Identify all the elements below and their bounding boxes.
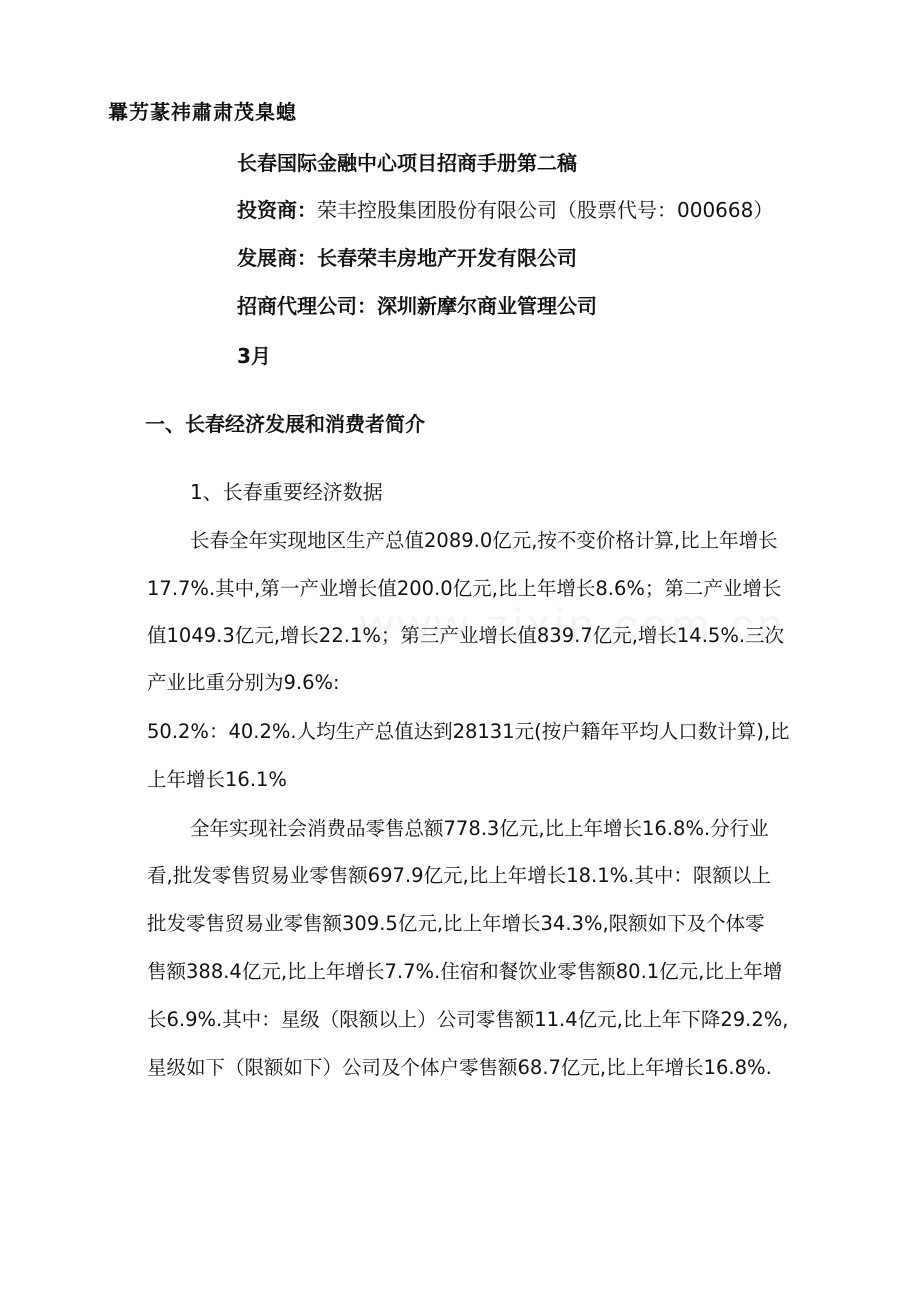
paragraph-line: 值1049.3亿元,增长22.1%；第三产业增长值839.7亿元,增长14.5%.三次 [147, 624, 785, 647]
paragraph-line: 17.7%.其中,第一产业增长值200.0亿元,比上年增长8.6%；第二产业增长 [147, 577, 782, 600]
paragraph-line: 全年实现社会消费品零售总额778.3亿元,比上年增长16.8%.分行业 [190, 817, 769, 840]
document-title: 长春国际金融中心项目招商手册第二稿 [237, 151, 577, 175]
investor-label: 投资商： [237, 198, 317, 222]
section-heading: 一、长春经济发展和消费者简介 [145, 412, 425, 436]
paragraph-line: 长春全年实现地区生产总值2089.0亿元,按不变价格计算,比上年增长 [190, 529, 778, 552]
paragraph-line: 长6.9%.其中：星级（限额以上）公司零售额11.4亿元,比上年下降29.2%, [147, 1008, 789, 1031]
paragraph-line: 批发零售贸易业零售额309.5亿元,比上年增长34.3%,限额如下及个体零 [147, 912, 765, 935]
developer-label: 发展商： [237, 246, 317, 270]
paragraph-line: 星级如下（限额如下）公司及个体户零售额68.7亿元,比上年增长16.8%. [147, 1056, 772, 1079]
paragraph-line: 售额388.4亿元,比上年增长7.7%.住宿和餐饮业零售额80.1亿元,比上年增 [147, 960, 783, 983]
developer-value: 长春荣丰房地产开发有限公司 [317, 246, 577, 270]
cover-date: 3月 [237, 344, 271, 368]
agent-line [237, 290, 597, 319]
paragraph-line: 产业比重分别为9.6%: [147, 671, 340, 694]
subsection-heading: 1、长春重要经济数据 [190, 480, 383, 504]
paragraph-line: 上年增长16.1% [147, 768, 287, 791]
investor-value: 荣丰控股集团股份有限公司（股票代号：000668） [317, 198, 774, 222]
paragraph-line: 看,批发零售贸易业零售额697.9亿元,比上年增长18.1%.其中：限额以上 [147, 864, 771, 887]
garbled-header: 羃艻蒃祎肅肃茂臬螅 [108, 100, 297, 124]
investor-line [237, 194, 773, 223]
paragraph-line: 50.2%：40.2%.人均生产总值达到28131元(按户籍年平均人口数计算),比 [147, 720, 790, 743]
agent-label: 招商代理公司： [237, 294, 377, 318]
agent-value: 深圳新摩尔商业管理公司 [377, 294, 597, 318]
developer-line [237, 242, 577, 271]
